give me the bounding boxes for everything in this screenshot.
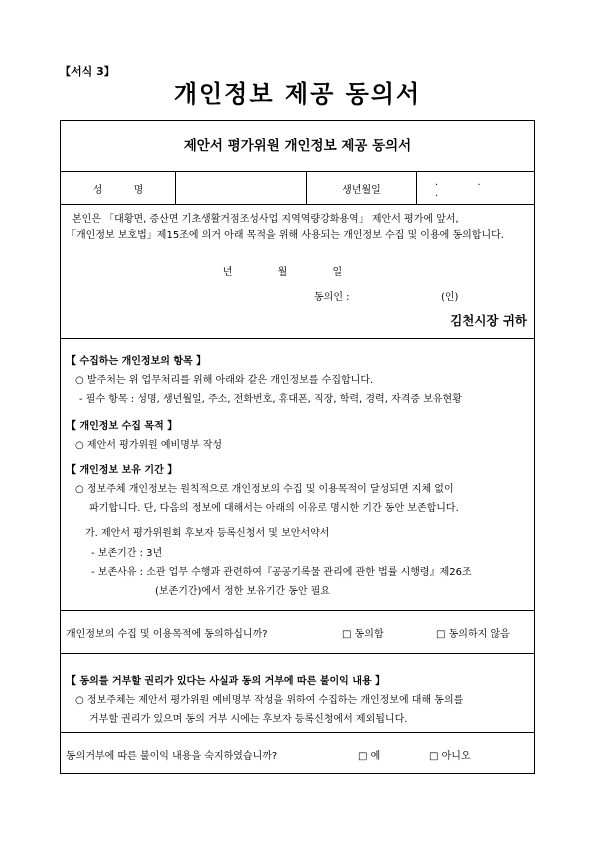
retention-line-5: - 보존사유 : 소관 업무 수행과 관련하여『공공기록물 관리에 관한 법률 시행령』제26조 [91,567,472,578]
name-label: 성 명 [61,172,176,204]
yes-checkbox[interactable]: □ 예 [358,751,381,762]
refusal-header: 【 동의를 거부할 권리가 있다는 사실과 동의 거부에 따른 불이익 내용 】 [66,676,386,687]
form-frame [60,120,535,774]
items-line-1: ○ 발주처는 위 업무처리를 위해 아래와 같은 개인정보를 수집합니다. [75,375,374,386]
seal-mark: (인) [441,292,459,303]
refusal-rights-section [61,654,534,733]
purpose-header: 【 개인정보 수집 목적 】 [66,421,178,432]
no-checkbox[interactable]: □ 아니오 [429,751,471,762]
consent-paragraph-1: 본인은 「대황면, 증산면 기초생활거점조성사업 지역역량강화용역」 제안서 평가에 앞서, [72,214,459,225]
refusal-line-2: 거부할 권리가 있으며 동의 거부 시에는 후보자 등록신청에서 제외됩니다. [89,714,408,725]
retention-line-2: 파기합니다. 단, 다음의 정보에 대해서는 아래의 이유로 명시한 기간 동안 보존합니다. [89,503,459,514]
retention-line-3: 가. 제안서 평가위원회 후보자 등록신청서 및 보안서약서 [85,528,330,539]
month-label: 월 [277,267,288,278]
items-line-2: - 필수 항목 : 성명, 생년월일, 주소, 전화번호, 휴대폰, 직장, 학력, 경력, 자격증 보유현황 [79,394,462,405]
retention-line-6: (보존기간)에서 정한 보유기간 동안 필요 [155,586,331,597]
consent-paragraph-2: 「개인정보 보호법」제15조에 의거 아래 목적을 위해 사용되는 개인정보 수집 및 이용에 동의합니다. [66,230,504,241]
refusal-acknowledgement-question [61,733,534,776]
form-subtitle: 제안서 평가위원 개인정보 제공 동의서 [61,121,534,172]
collection-consent-text: 개인정보의 수집 및 이용목적에 동의하십니까? [66,629,268,640]
form-number: 【서식 3】 [60,65,115,78]
retention-line-1: ○ 정보주체 개인정보는 원칙적으로 개인정보의 수집 및 이용목적이 달성되면 지체 없이 [75,484,454,495]
refusal-acknowledgement-text: 동의거부에 따른 불이익 내용을 숙지하였습니까? [66,751,278,762]
name-field[interactable] [176,172,307,204]
items-header: 【 수집하는 개인정보의 항목 】 [66,356,207,367]
retention-line-4: - 보존기간 : 3년 [91,548,163,559]
retention-header: 【 개인정보 보유 기간 】 [66,465,178,476]
year-label: 년 [222,267,233,278]
purpose-line-1: ○ 제안서 평가위원 예비명부 작성 [75,440,223,451]
collection-consent-question [61,611,534,654]
signer-label: 동의인 : [314,292,350,303]
consent-statement-section [61,205,534,339]
date-line [61,265,534,281]
page-title: 개인정보 제공 동의서 [173,80,422,108]
applicant-info-row [61,172,534,205]
addressee: 김천시장 귀하 [450,313,527,328]
disagree-checkbox[interactable]: □ 동의하지 않음 [436,629,510,640]
agree-checkbox[interactable]: □ 동의함 [342,629,384,640]
birthdate-field[interactable]: . . . [435,177,499,199]
day-label: 일 [332,267,343,278]
birthdate-label: 생년월일 [307,172,417,204]
privacy-details-section [61,339,534,611]
refusal-line-1: ○ 정보주체는 제안서 평가위원 예비명부 작성을 위하여 수집하는 개인정보에 대해 동의를 [75,695,464,706]
